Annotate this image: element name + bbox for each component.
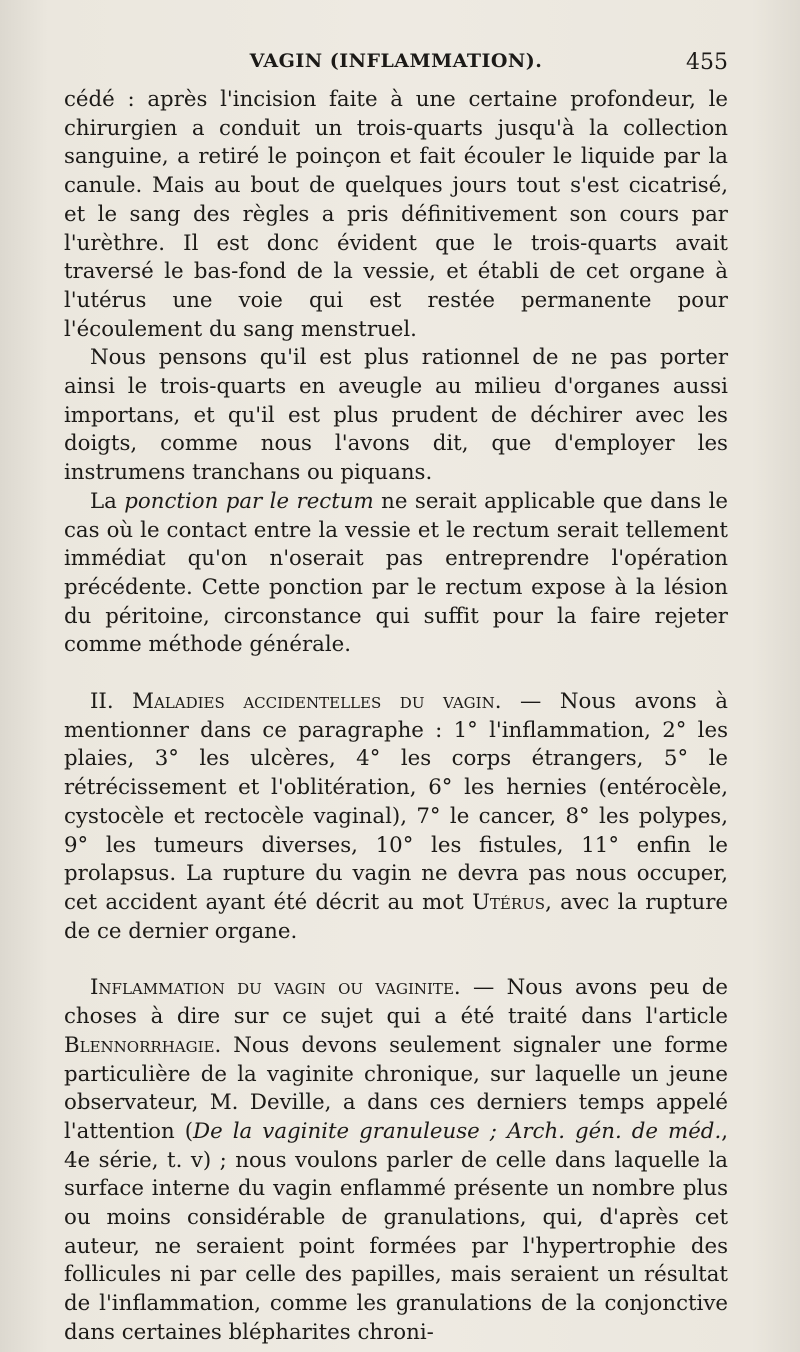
paragraph-lead: La: [90, 488, 125, 514]
paragraph-text: . Nous devons seulement signaler une forme particulière de la vaginite chronique, sur laquelle un jeune observateur, M. Deville, a dans ces derniers temps appelé l'attention (: [64, 1032, 728, 1144]
paragraph-maladies-accidentelles: [64, 688, 728, 946]
cross-reference: Utérus: [471, 889, 546, 915]
paragraph-vaginite: [64, 974, 728, 1347]
paragraph-continuation: [64, 86, 728, 344]
citation-title: De la vaginite granuleuse ; Arch. gén. de méd.: [193, 1118, 722, 1144]
paragraph-trois-quarts: [64, 344, 728, 488]
page-header: [64, 50, 728, 84]
section-gap: [64, 660, 728, 688]
section-gap: [64, 946, 728, 974]
page-number: 455: [686, 50, 728, 75]
paragraph-text: — Nous avons peu de choses à dire sur ce sujet qui a été traité dans l'article: [64, 975, 728, 1030]
section-numeral: II.: [90, 689, 133, 715]
cross-reference: Blennorrhagie: [64, 1032, 215, 1058]
paragraph-ponction-rectum: [64, 488, 728, 660]
italic-term: ponction par le rectum: [124, 488, 374, 514]
paragraph-text: Nous pensons qu'il est plus rationnel de ne pas porter ainsi le trois-quarts en aveugle au milieu d'organes aussi importans, et qu'il est plus prudent de déchirer avec les doigts, comme nous l'avons dit, que d'employer les instrumens tranchans ou piquans.: [64, 345, 728, 486]
paragraph-text: ne serait applicable que dans le cas où le contact entre la vessie et le rectum serait tellement immédiat qu'on n'oserait pas entreprendre l'opération précédente. Cette ponction par le rectum expose à la lésion du péritoine, circonstance qui suffit pour la faire rejeter comme méthode générale.: [64, 488, 729, 658]
running-title: VAGIN (INFLAMMATION).: [249, 50, 543, 72]
paragraph-text: — Nous avons à mentionner dans ce paragraphe : 1° l'inflammation, 2° les plaies, 3° les ulcères, 4° les corps étrangers, 5° le rétrécissement et l'oblitération, 6° les hernies (entérocèle, cystocèle et rectocèle vaginal), 7° le cancer, 8° les polypes, 9° les tumeurs diverses, 10° les fistules, 11° enfin le prolapsus. La rupture du vagin ne devra pas nous occuper, cet accident ayant été décrit au mot: [64, 689, 728, 915]
paragraph-text: cédé : après l'incision faite à une certaine profondeur, le chirurgien a conduit un trois-quarts jusqu'à la collection sanguine, a retiré le poinçon et fait écouler le liquide par la canule. Mais au bout de quelques jours tout s'est cicatrisé, et le sang des règles a pris définitivement son cours par l'urèthre. Il est donc évident que le trois-quarts avait traversé le bas-fond de la vessie, et établi de cet organe à l'utérus une voie qui est restée permanente pour l'écoulement du sang menstruel.: [64, 87, 728, 342]
section-heading: Inflammation du vagin ou vaginite.: [90, 975, 461, 1001]
paragraph-text: , 4e série, t. v) ; nous voulons parler de celle dans laquelle la surface interne du vagin enflammé présente un nombre plus ou moins considérable de granulations, qui, d'après cet auteur, ne seraient point formées par l'hypertrophie des follicules ni par celle des papilles, mais seraient un résultat de l'inflammation, comme les granulations de la conjonctive dans certaines blépharites chroni-: [64, 1118, 728, 1345]
paragraph-text: , avec la rupture de ce dernier organe.: [64, 889, 728, 944]
body-text: [64, 86, 728, 1348]
section-heading: Maladies accidentelles du vagin.: [132, 689, 502, 715]
